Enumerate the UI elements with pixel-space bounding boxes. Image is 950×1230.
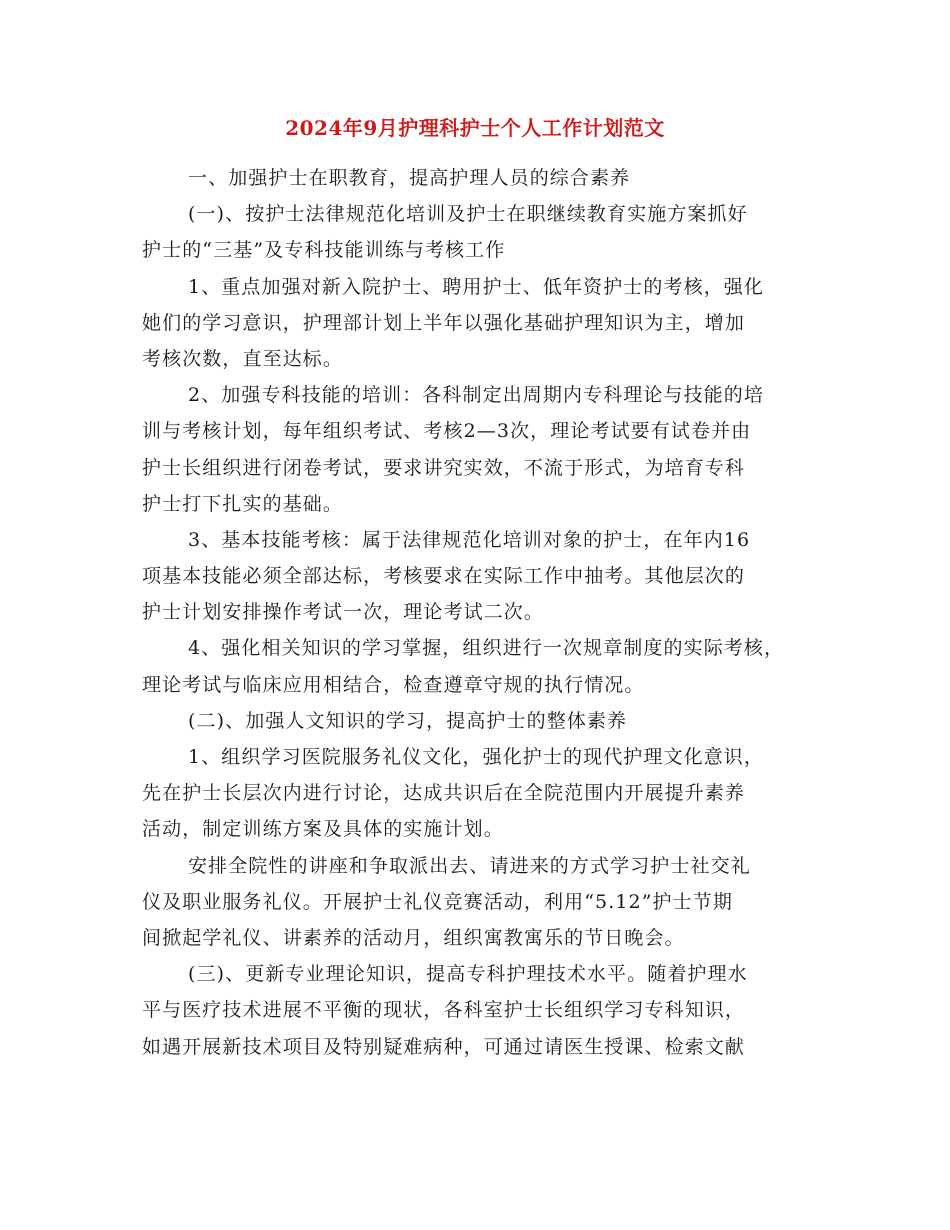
paragraph-line: 理论考试与临床应用相结合，检查遵章守规的执行情况。 [142,673,645,696]
paragraph-line: 护士打下扎实的基础。 [142,492,344,515]
paragraph-line: 间掀起学礼仪、讲素养的活动月，组织寓教寓乐的节日晚会。 [142,926,685,949]
paragraph-line: 项基本技能必须全部达标，考核要求在实际工作中抽考。其他层次的 [142,565,746,588]
paragraph-line: 如遇开展新技术项目及特别疑难病种，可通过请医生授课、检索文献 [142,1035,746,1058]
paragraph-line: 护士计划安排操作考试一次，理论考试二次。 [142,601,545,624]
paragraph-line: 仪及职业服务礼仪。开展护士礼仪竞赛活动，利用“5.12”护士节期 [142,890,733,913]
paragraph-line: 活动，制定训练方案及具体的实施计划。 [142,818,504,841]
paragraph-line: 2、加强专科技能的培训：各科制定出周期内专科理论与技能的培 [188,384,764,407]
paragraph-line: 1、组织学习医院服务礼仪文化，强化护士的现代护理文化意识， [188,746,764,768]
paragraph-line: 考核次数，直至达标。 [142,347,344,370]
paragraph-line: 护士长组织进行闭卷考试，要求讲究实效，不流于形式，为培育专科 [142,456,746,479]
paragraph-line: 先在护士长层次内进行讨论，达成共识后在全院范围内开展提升素养 [142,782,746,805]
paragraph-line: 她们的学习意识，护理部计划上半年以强化基础护理知识为主，增加 [142,311,746,334]
document-body [142,160,822,1065]
document-title: 2024年9月护理科护士个人工作计划范文 [285,116,665,140]
paragraph-line: 1、重点加强对新入院护士、聘用护士、低年资护士的考核，强化 [188,275,764,298]
paragraph-line: 训与考核计划，每年组织考试、考核2—3次，理论考试要有试卷并由 [142,420,752,443]
paragraph-line: 4、强化相关知识的学习掌握，组织进行一次规章制度的实际考核， [188,637,785,660]
subsection-heading-1: (一)、按护士法律规范化培训及护士在职继续教育实施方案抓好 [188,203,748,226]
paragraph-line: 护士的“三基”及专科技能训练与考核工作 [142,239,506,262]
paragraph-line: 3、基本技能考核：属于法律规范化培训对象的护士，在年内16 [188,528,751,551]
subsection-heading-3: (三)、更新专业理论知识，提高专科护理技术水平。随着护理水 [188,963,748,986]
subsection-heading-2: (二)、加强人文知识的学习，提高护士的整体素养 [188,709,628,732]
section-heading-1: 一、加强护士在职教育，提高护理人员的综合素养 [188,167,631,189]
paragraph-line: 平与医疗技术进展不平衡的现状，各科室护士长组织学习专科知识， [142,999,746,1022]
paragraph-line: 安排全院性的讲座和争取派出去、请进来的方式学习护士社交礼 [188,854,751,877]
